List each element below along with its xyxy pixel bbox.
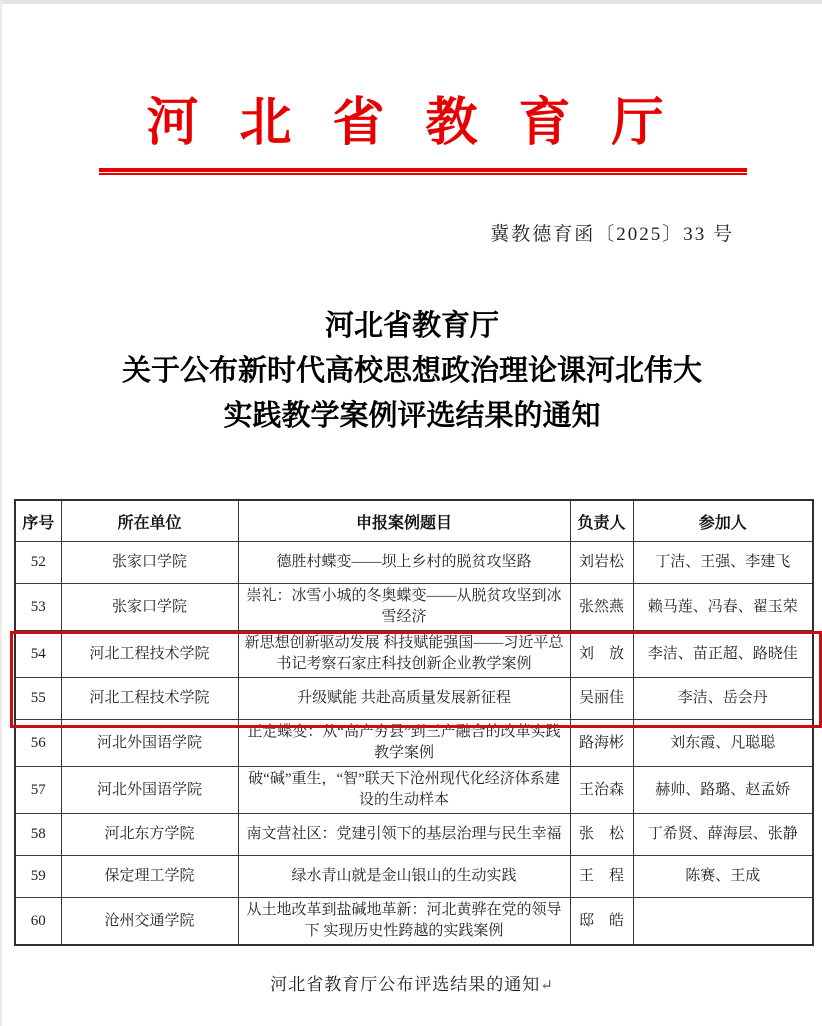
table-row (15, 856, 813, 898)
cell-unit: 河北外国语学院 (61, 767, 238, 814)
col-header-case-title: 申报案例题目 (238, 500, 570, 542)
cell-case-title: 正定蝶变：从“高产穷县”到三产融合的改革实践教学案例 (238, 720, 570, 767)
notice-title-line1: 河北省教育厅 (324, 309, 499, 342)
cell-unit: 张家口学院 (61, 584, 238, 631)
table-row (15, 767, 813, 814)
table-row (15, 584, 813, 631)
image-caption (2, 970, 822, 995)
notice-title (2, 304, 822, 439)
cell-case-title: 崇礼：冰雪小城的冬奥蝶变——从脱贫攻坚到冰雪经济 (238, 584, 570, 631)
cell-participants: 丁洁、王强、李建飞 (633, 542, 813, 584)
table-row (15, 631, 813, 678)
cell-case-title: 德胜村蝶变——坝上乡村的脱贫攻坚路 (238, 542, 570, 584)
col-header-unit: 所在单位 (61, 500, 238, 542)
cell-case-title: 升级赋能 共赴高质量发展新征程 (238, 678, 570, 720)
cell-participants: 赖马莲、冯春、翟玉荣 (633, 584, 813, 631)
cell-no: 54 (15, 631, 61, 678)
cell-participants (633, 898, 813, 946)
col-header-no: 序号 (15, 500, 61, 542)
cell-leader: 王 程 (570, 856, 633, 898)
table-row (15, 678, 813, 720)
cell-leader: 刘岩松 (570, 542, 633, 584)
cell-no: 60 (15, 898, 61, 946)
cell-participants: 李洁、岳会丹 (633, 678, 813, 720)
cell-case-title: 从土地改革到盐碱地革新：河北黄骅在党的领导下 实现历史性跨越的实践案例 (238, 898, 570, 946)
table-row (15, 542, 813, 584)
cell-leader: 张 松 (570, 814, 633, 856)
cell-unit: 张家口学院 (61, 542, 238, 584)
document-number: 冀教德育函〔2025〕33 号 (490, 223, 734, 245)
cell-leader: 邸 皓 (570, 898, 633, 946)
cell-leader: 吴丽佳 (570, 678, 633, 720)
results-table (14, 499, 814, 947)
return-mark-icon: ↵ (540, 978, 554, 995)
cell-unit: 保定理工学院 (61, 856, 238, 898)
table-row (15, 898, 813, 946)
cell-no: 55 (15, 678, 61, 720)
cell-unit: 沧州交通学院 (61, 898, 238, 946)
notice-title-line2: 关于公布新时代高校思想政治理论课河北伟大 (121, 354, 702, 387)
notice-title-line3: 实践教学案例评选结果的通知 (223, 399, 601, 432)
letterhead-title: 河 北 省 教 育 厅 (146, 95, 678, 152)
cell-leader: 王治森 (570, 767, 633, 814)
cell-case-title: 新思想创新驱动发展 科技赋能强国——习近平总书记考察石家庄科技创新企业教学案例 (238, 631, 570, 678)
cell-unit: 河北工程技术学院 (61, 631, 238, 678)
cell-no: 56 (15, 720, 61, 767)
cell-case-title: 破“碱”重生，“智”联天下沧州现代化经济体系建设的生动样本 (238, 767, 570, 814)
cell-case-title: 南文营社区：党建引领下的基层治理与民生幸福 (238, 814, 570, 856)
cell-no: 52 (15, 542, 61, 584)
cell-case-title: 绿水青山就是金山银山的生动实践 (238, 856, 570, 898)
cell-no: 53 (15, 584, 61, 631)
cell-no: 59 (15, 856, 61, 898)
cell-participants: 刘东霞、凡聪聪 (633, 720, 813, 767)
letterhead-rule-thin (99, 173, 747, 175)
cell-leader: 路海彬 (570, 720, 633, 767)
image-caption-text: 河北省教育厅公布评选结果的通知 (270, 975, 541, 995)
cell-participants: 李洁、苗正超、路晓佳 (633, 631, 813, 678)
table-row (15, 720, 813, 767)
col-header-participants: 参加人 (633, 500, 813, 542)
cell-unit: 河北工程技术学院 (61, 678, 238, 720)
letterhead-rule (99, 168, 747, 175)
cell-leader: 张然燕 (570, 584, 633, 631)
cell-unit: 河北外国语学院 (61, 720, 238, 767)
table-header-row (15, 500, 813, 542)
col-header-leader: 负责人 (570, 500, 633, 542)
cell-leader: 刘 放 (570, 631, 633, 678)
cell-unit: 河北东方学院 (61, 814, 238, 856)
cell-participants: 陈赛、王成 (633, 856, 813, 898)
cell-no: 57 (15, 767, 61, 814)
table-row (15, 814, 813, 856)
cell-no: 58 (15, 814, 61, 856)
cell-participants: 赫帅、路璐、赵孟娇 (633, 767, 813, 814)
cell-participants: 丁希贤、薛海层、张静 (633, 814, 813, 856)
